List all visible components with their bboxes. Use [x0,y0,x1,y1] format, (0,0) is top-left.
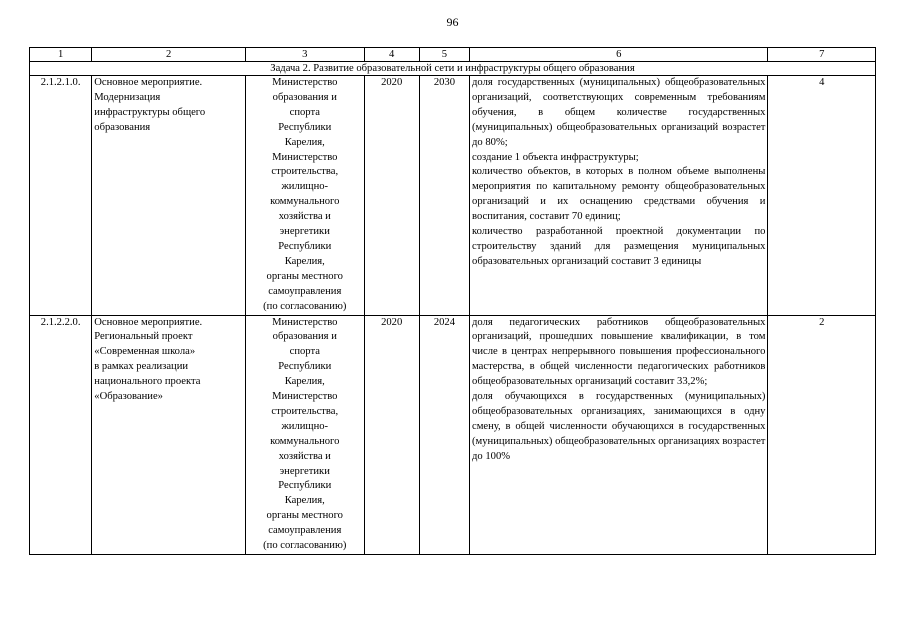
column-number: 1 [30,48,92,62]
measure-code: 2.1.2.1.0. [30,76,92,316]
executor-line: самоуправления [268,285,342,297]
page-number: 96 [446,15,459,29]
executor [246,76,365,316]
executor-line: Республики [278,121,332,133]
measure-code: 2.1.2.2.0. [30,315,92,555]
executor-line: Министерство [272,151,338,163]
result-paragraph: доля обучающихся в государственных (муниципальных) общеобразовательных организациях, занимающихся в одну смену, в общей численности обучающихся в государственных (муниципальных) общеобразовательных организациях возрастет до 100% [472,391,766,462]
executor-line: хозяйства и [278,211,331,223]
task-title: Задача 2. Развитие образовательной сети и инфраструктуры общего образования [30,62,876,76]
column-number: 7 [768,48,876,62]
column-numbers-row [30,48,876,62]
measure-name-line: Модернизация [94,91,161,103]
executor-line: Республики [278,361,332,373]
executor-line: Карелия, [284,136,325,148]
column-number: 3 [246,48,365,62]
executor-line: органы местного [266,510,343,522]
executor-line: образования и [272,331,337,343]
start-year: 2020 [364,76,419,316]
expected-results [470,76,768,316]
executor-line: Министерство [272,77,338,88]
executor-line: строительства, [271,166,339,178]
executor-line: энергетики [279,226,330,238]
measure-name-line: «Образование» [94,391,163,403]
measure-name-line: «Современная школа» [94,346,196,358]
task-title-row [30,62,876,76]
executor-line: (по согласованию) [263,540,347,552]
result-paragraph: доля педагогических работников общеобразовательных организаций, прошедших повышение квалификации, в том числе в центрах непрерывного повышения профессионального мастерства, в общей численности педагогических работников общеобразовательных организаций составит 33,2%; [472,316,766,388]
executor-line: жилищно- [281,181,329,193]
executor-line: строительства, [271,405,339,417]
column-number: 4 [364,48,419,62]
executor-line: жилищно- [281,420,329,432]
executor-line: спорта [289,346,320,358]
indicator-number: 4 [768,76,876,316]
column-number: 6 [470,48,768,62]
executor-line: хозяйства и [278,450,331,462]
measure-name-line: Основное мероприятие. [94,316,203,328]
measure-name-line: Основное мероприятие. [94,77,203,88]
column-number: 5 [419,48,469,62]
measure-name [92,76,246,316]
executor-line: коммунального [270,435,340,447]
end-year: 2030 [419,76,469,316]
executor-line: (по согласованию) [263,300,347,312]
end-year: 2024 [419,315,469,555]
indicator-number: 2 [768,315,876,555]
executor-line: энергетики [279,465,330,477]
measure-name-line: в рамках реализации [94,361,189,373]
result-paragraph: доля государственных (муниципальных) общеобразовательных организаций, соответствующих современным требованиям обучения, в общем количестве государственных (муниципальных) общеобразовательных организаций возрастет до 80%; [472,77,766,148]
executor-line: Министерство [272,391,338,403]
executor-line: Министерство [272,316,338,328]
expected-results [470,315,768,555]
measure-name-line: инфраструктуры общего [94,106,206,118]
start-year: 2020 [364,315,419,555]
measure-name-line: национального проекта [94,376,201,388]
result-paragraph: создание 1 объекта инфраструктуры; [472,151,639,163]
result-paragraph: количество разработанной проектной документации по строительству зданий для размещения муниципальных образовательных организаций составит 3 единицы [472,226,766,267]
executor [246,315,365,555]
executor-line: образования и [272,91,337,103]
measures-table [29,47,876,555]
executor-line: коммунального [270,196,340,208]
executor-line: спорта [289,106,320,118]
table-row [30,315,876,555]
executor-line: Карелия, [284,495,325,507]
executor-line: органы местного [266,270,343,282]
result-paragraph: количество объектов, в которых в полном объеме выполнены мероприятия по капитальному ремонту общеобразовательных организаций и их оснащению средствами обучения и воспитания, составит 70 единиц; [472,166,766,223]
column-number: 2 [92,48,246,62]
executor-line: Карелия, [284,255,325,267]
executor-line: Республики [278,480,332,492]
table-row [30,76,876,316]
executor-line: Карелия, [284,376,325,388]
executor-line: самоуправления [268,525,342,537]
measure-name-line: Региональный проект [94,331,193,343]
measure-name [92,315,246,555]
executor-line: Республики [278,240,332,252]
measure-name-line: образования [94,121,151,133]
